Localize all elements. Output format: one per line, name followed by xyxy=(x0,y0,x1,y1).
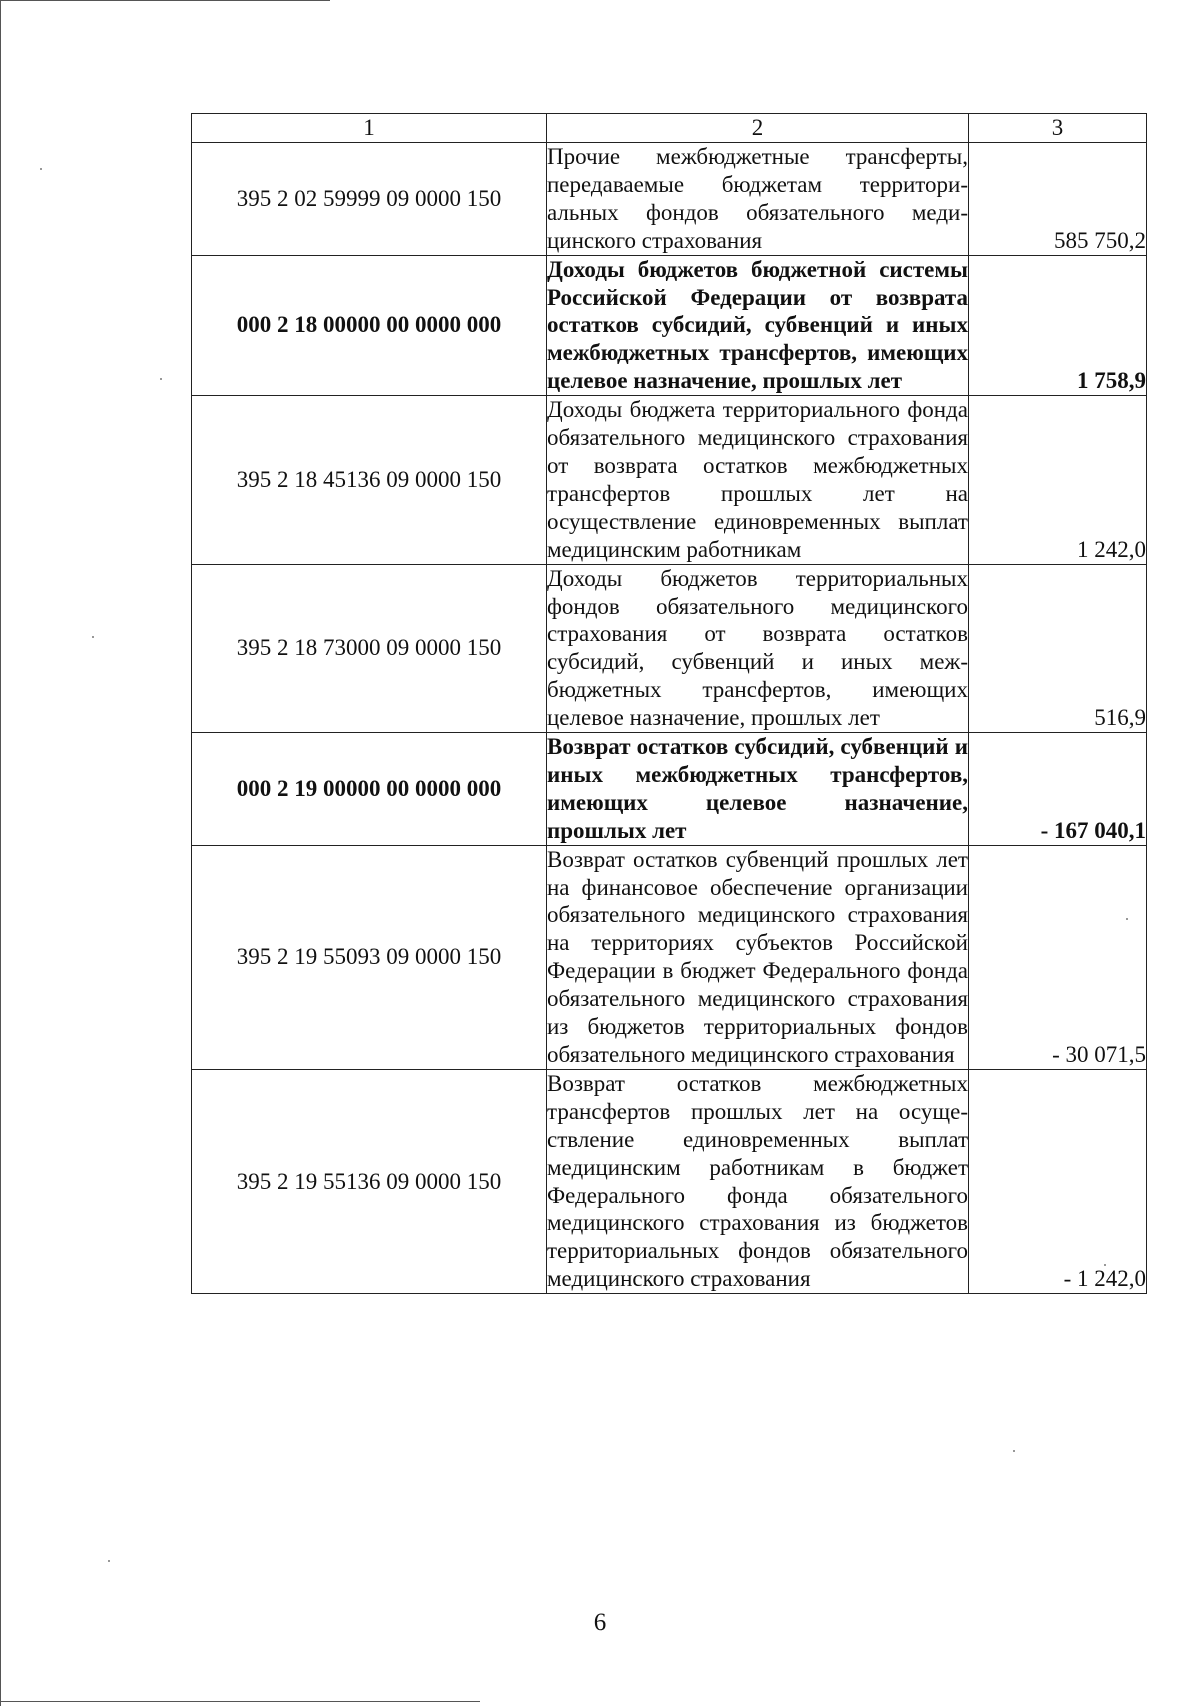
scan-speck xyxy=(40,168,42,170)
budget-code-cell: 000 2 19 00000 00 0000 000 xyxy=(192,733,547,846)
scan-speck xyxy=(1013,1450,1015,1452)
budget-code-cell: 395 2 18 45136 09 0000 150 xyxy=(192,396,547,564)
budget-table xyxy=(191,113,1147,1294)
description-cell: Возврат остатков межбюджетных трансфертов прошлых лет на осуществление единовременных выплат медицинским работникам в бюджет Федерального фонда обязательного медицинского страхования из бюджетов территориальных фондов обязательного медицинского страхования xyxy=(547,1069,969,1293)
amount-cell: - 30 071,5 xyxy=(969,845,1147,1069)
scan-speck xyxy=(108,1560,110,1562)
budget-code-cell: 395 2 18 73000 09 0000 150 xyxy=(192,564,547,732)
description-cell: Возврат остатков субвенций прошлых лет на финансовое обеспечение организации обязательного медицинского страхования на территориях субъектов Российской Федерации в бюджет Федерального фонда обязательного медицинского страхования из бюджетов территориальных фондов обязательного медицинского страхования xyxy=(547,845,969,1069)
amount-cell: - 1 242,0 xyxy=(969,1069,1147,1293)
amount-cell: 585 750,2 xyxy=(969,143,1147,256)
description-cell: Доходы бюджета территориального фонда обязательного медицинского страхования от возврата остатков межбюджетных трансфертов прошлых лет на осуществление единовременных выплат медицинским работникам xyxy=(547,396,969,564)
amount-cell: 1 758,9 xyxy=(969,255,1147,396)
amount-cell: 1 242,0 xyxy=(969,396,1147,564)
table-row xyxy=(192,564,1147,732)
scan-edge-bottom xyxy=(0,1701,480,1702)
table-row xyxy=(192,733,1147,846)
amount-cell: 516,9 xyxy=(969,564,1147,732)
description-cell: Доходы бюджетов бюджетной системы Российской Федерации от возврата остатков субсидий, субвенций и иных межбюджетных трансфертов, имеющих целевое назначение, прошлых лет xyxy=(547,255,969,396)
budget-code-cell: 000 2 18 00000 00 0000 000 xyxy=(192,255,547,396)
table-row xyxy=(192,1069,1147,1293)
scan-speck xyxy=(160,378,162,380)
amount-cell: - 167 040,1 xyxy=(969,733,1147,846)
scan-speck xyxy=(92,636,94,638)
description-cell: Возврат остатков субсидий, субвенций и иных межбюджетных трансфертов, имеющих целевое назначение, прошлых лет xyxy=(547,733,969,846)
column-header-1: 1 xyxy=(192,114,547,143)
scan-edge-top xyxy=(0,0,330,1)
budget-table-body xyxy=(192,114,1147,1294)
column-header-2: 2 xyxy=(547,114,969,143)
table-header-row xyxy=(192,114,1147,143)
description-cell: Доходы бюджетов территориальных фондов обязательного медицинского страхования от возврата остатков субсидий, субвенций и иных межбюджетных трансфертов, имеющих целевое назначение, прошлых лет xyxy=(547,564,969,732)
table-row xyxy=(192,143,1147,256)
column-header-3: 3 xyxy=(969,114,1147,143)
table-row xyxy=(192,255,1147,396)
table-row xyxy=(192,845,1147,1069)
table-row xyxy=(192,396,1147,564)
budget-code-cell: 395 2 19 55093 09 0000 150 xyxy=(192,845,547,1069)
budget-code-cell: 395 2 19 55136 09 0000 150 xyxy=(192,1069,547,1293)
description-cell: Прочие межбюджетные трансферты, передаваемые бюджетам территориальных фондов обязательного медицинского страхования xyxy=(547,143,969,256)
budget-code-cell: 395 2 02 59999 09 0000 150 xyxy=(192,143,547,256)
scan-edge-left xyxy=(0,0,1,1706)
page-number: 6 xyxy=(593,1609,607,1636)
